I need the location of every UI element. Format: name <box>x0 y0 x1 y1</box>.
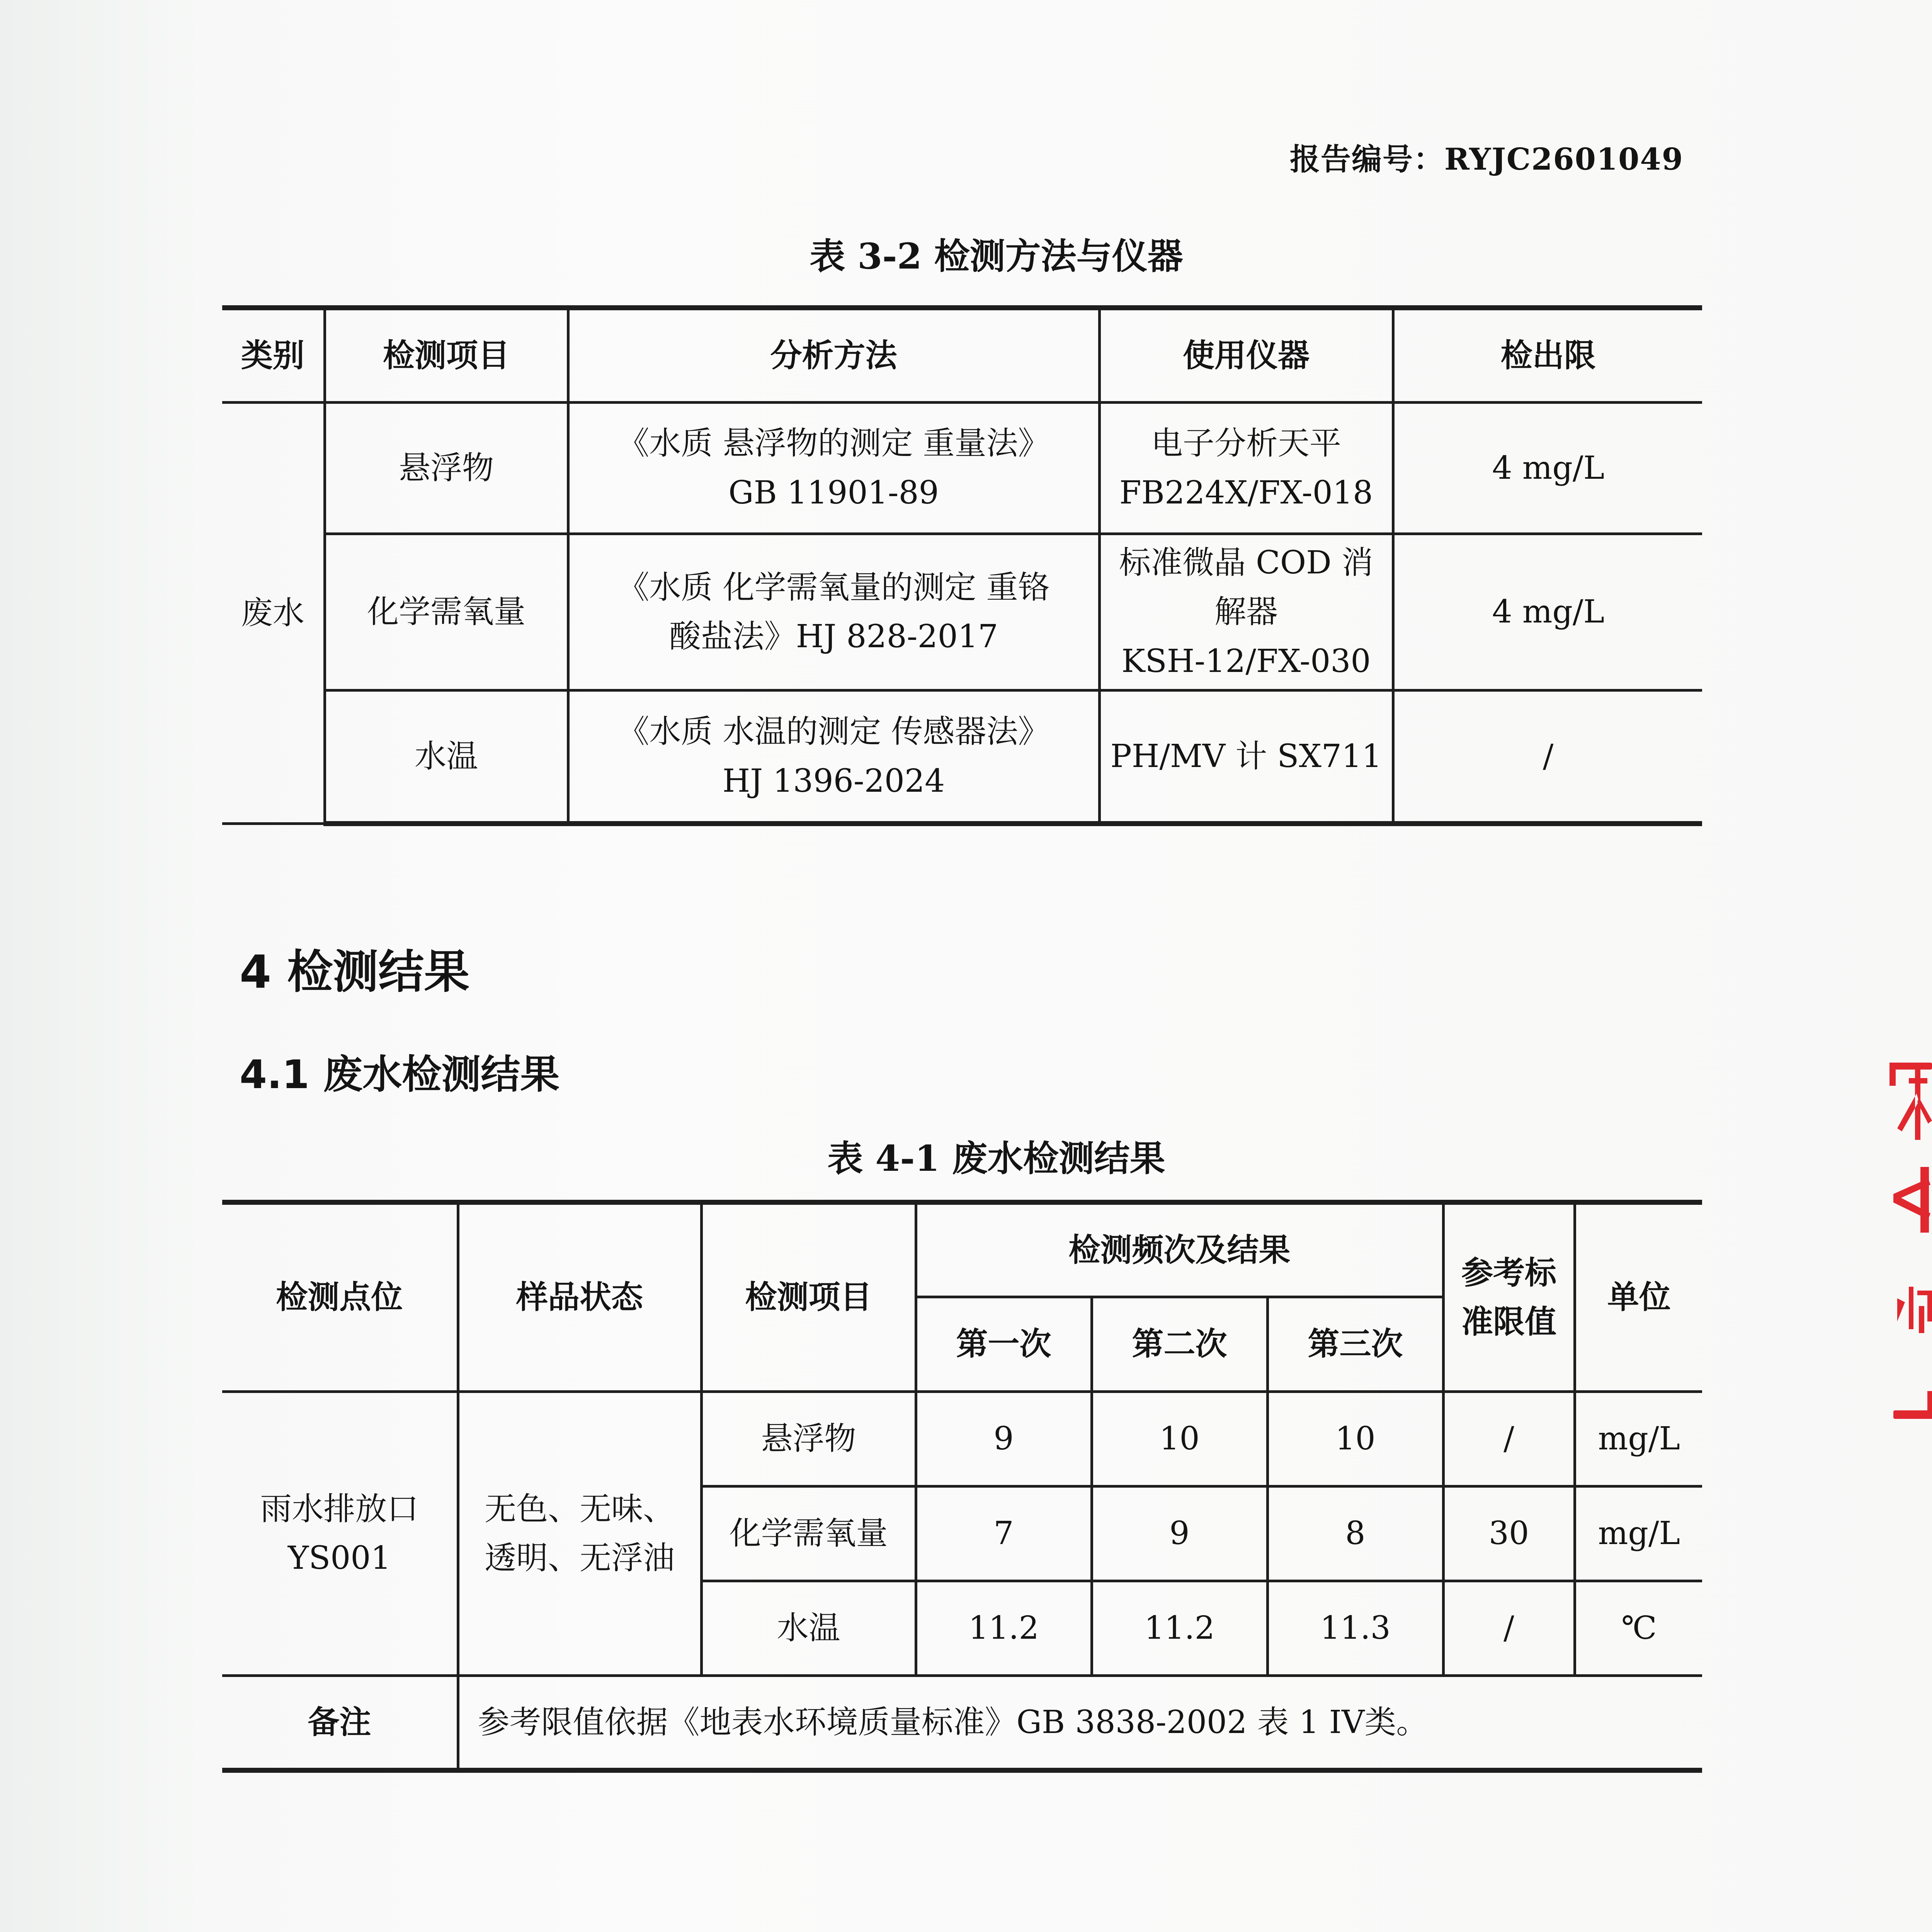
ref-cell: / <box>1443 1581 1575 1676</box>
limit-cell: 4 mg/L <box>1393 403 1702 534</box>
table-row <box>222 403 1702 534</box>
remark-text: 参考限值依据《地表水环境质量标准》GB 3838-2002 表 1 IV类。 <box>458 1676 1702 1770</box>
point-line: 雨水排放口 <box>260 1490 419 1527</box>
limit-cell: / <box>1393 690 1702 824</box>
result-cell: 10 <box>1092 1392 1267 1486</box>
state-line: 透明、无浮油 <box>484 1540 675 1577</box>
column-header: 第二次 <box>1092 1297 1267 1392</box>
table-header-row <box>222 308 1702 403</box>
header-line: 参考标 <box>1461 1254 1556 1291</box>
method-line: GB 11901-89 <box>728 474 939 511</box>
remark-label: 备注 <box>222 1676 458 1770</box>
item-cell: 悬浮物 <box>325 403 568 534</box>
table-3-2-caption: 表 3-2 检测方法与仪器 <box>810 235 1183 277</box>
remark-row <box>222 1676 1702 1770</box>
point-line: YS001 <box>287 1540 391 1577</box>
table-row <box>222 690 1702 824</box>
column-header: 样品状态 <box>458 1202 701 1392</box>
column-header: 检测频次及结果 <box>916 1202 1443 1297</box>
column-header: 检出限 <box>1393 308 1702 403</box>
table-methods-instruments <box>222 305 1702 826</box>
state-line: 无色、无味、 <box>484 1490 675 1527</box>
table-wastewater-results <box>222 1200 1702 1773</box>
instrument-line: 电子分析天平 <box>1151 425 1341 462</box>
column-header: 检测项目 <box>325 308 568 403</box>
table-header-row <box>222 1202 1702 1297</box>
method-cell <box>568 534 1099 690</box>
column-header: 检测项目 <box>701 1202 916 1392</box>
column-header: 第三次 <box>1267 1297 1443 1392</box>
unit-cell: mg/L <box>1575 1486 1702 1581</box>
section-4-heading: 4 检测结果 <box>240 945 470 998</box>
method-line: 《水质 水温的测定 传感器法》 <box>617 713 1050 750</box>
result-cell: 8 <box>1267 1486 1443 1581</box>
instrument-line: 标准微晶 COD 消 <box>1119 544 1373 582</box>
column-header <box>1443 1202 1575 1392</box>
item-cell: 水温 <box>325 690 568 824</box>
column-header: 第一次 <box>916 1297 1092 1392</box>
instrument-cell <box>1099 534 1393 690</box>
result-cell: 11.2 <box>916 1581 1092 1676</box>
header-line: 准限值 <box>1461 1303 1556 1340</box>
state-cell <box>458 1392 701 1676</box>
result-cell: 11.2 <box>1092 1581 1267 1676</box>
unit-cell: mg/L <box>1575 1392 1702 1486</box>
red-seal-stamp <box>1882 1051 1932 1457</box>
column-header: 分析方法 <box>568 308 1099 403</box>
method-line: 《水质 悬浮物的测定 重量法》 <box>617 425 1050 462</box>
method-line: 《水质 化学需氧量的测定 重铬 <box>617 569 1050 606</box>
instrument-cell: PH/MV 计 SX711 <box>1099 690 1393 824</box>
ref-cell: / <box>1443 1392 1575 1486</box>
item-cell: 水温 <box>701 1581 916 1676</box>
instrument-cell <box>1099 403 1393 534</box>
result-cell: 9 <box>916 1392 1092 1486</box>
column-header: 类别 <box>222 308 325 403</box>
table-4-1-caption: 表 4-1 废水检测结果 <box>827 1138 1165 1179</box>
instrument-line: KSH-12/FX-030 <box>1121 643 1371 680</box>
column-header: 单位 <box>1575 1202 1702 1392</box>
unit-cell: ℃ <box>1575 1581 1702 1676</box>
table-row <box>222 534 1702 690</box>
result-cell: 7 <box>916 1486 1092 1581</box>
method-line: HJ 1396-2024 <box>722 762 945 799</box>
instrument-line: 解器 <box>1214 594 1278 631</box>
report-number: 报告编号：RYJC2601049 <box>1290 142 1684 177</box>
point-cell <box>222 1392 458 1676</box>
column-header: 使用仪器 <box>1099 308 1393 403</box>
result-cell: 9 <box>1092 1486 1267 1581</box>
limit-cell: 4 mg/L <box>1393 534 1702 690</box>
category-cell: 废水 <box>222 403 325 824</box>
method-cell <box>568 690 1099 824</box>
item-cell: 悬浮物 <box>701 1392 916 1486</box>
instrument-line: FB224X/FX-018 <box>1119 474 1373 511</box>
section-4-1-heading: 4.1 废水检测结果 <box>240 1052 560 1098</box>
ref-cell: 30 <box>1443 1486 1575 1581</box>
method-cell <box>568 403 1099 534</box>
result-cell: 10 <box>1267 1392 1443 1486</box>
item-cell: 化学需氧量 <box>325 534 568 690</box>
result-cell: 11.3 <box>1267 1581 1443 1676</box>
item-cell: 化学需氧量 <box>701 1486 916 1581</box>
method-line: 酸盐法》HJ 828-2017 <box>669 618 998 655</box>
column-header: 检测点位 <box>222 1202 458 1392</box>
table-row <box>222 1392 1702 1486</box>
